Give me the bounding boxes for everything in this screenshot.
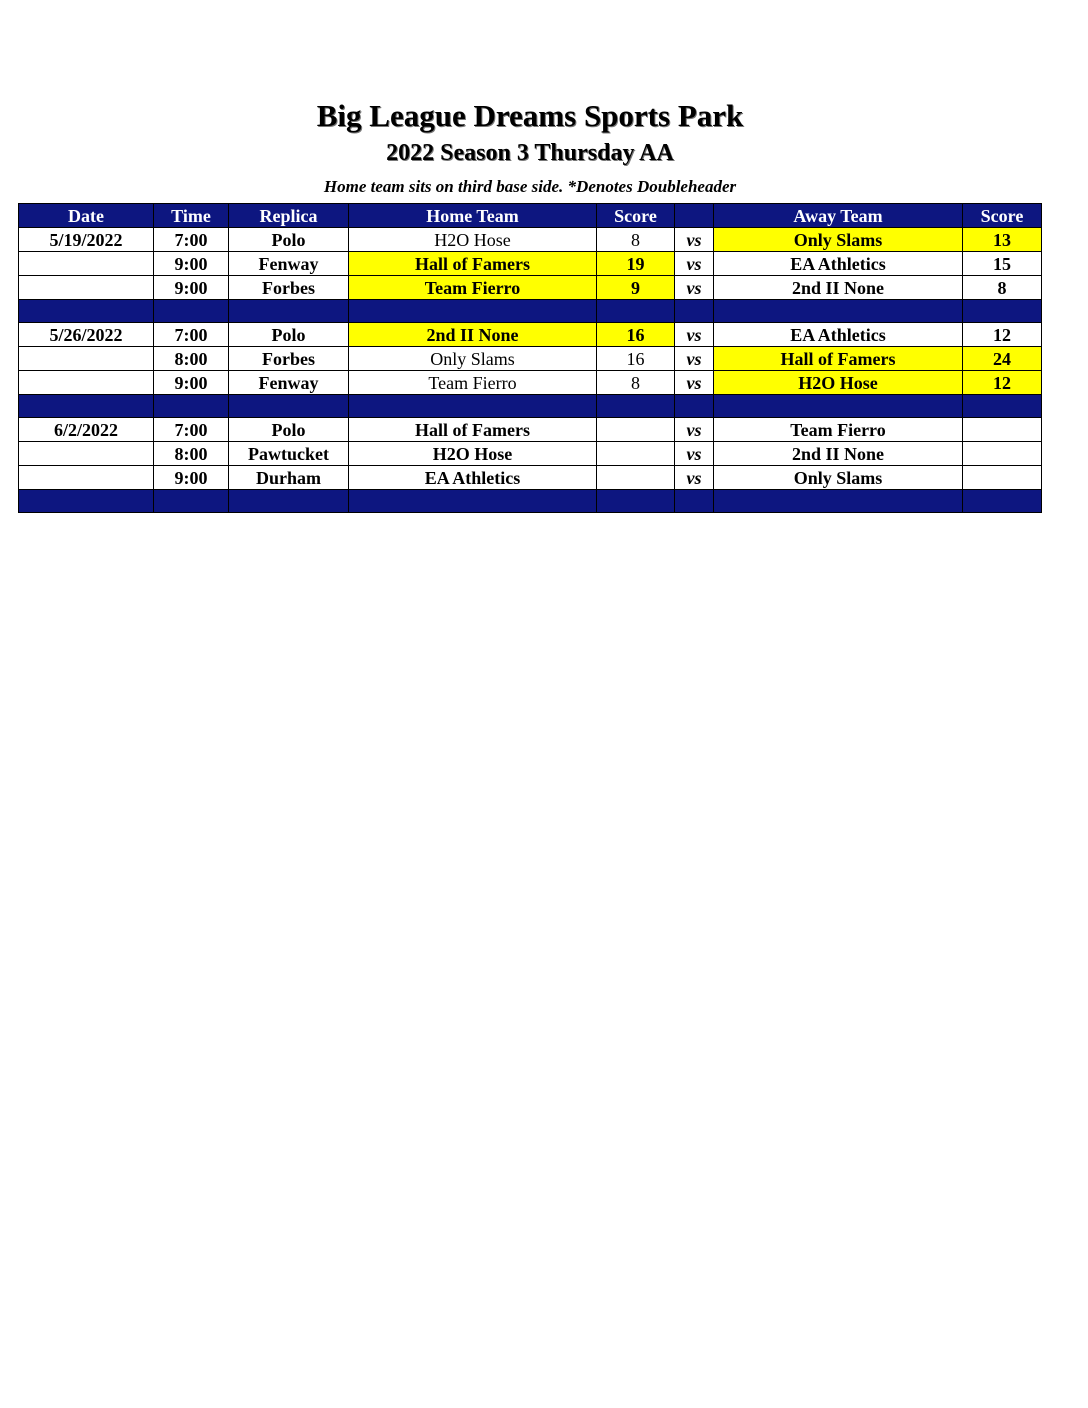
table-row: [19, 466, 1042, 490]
vs-label: vs: [675, 228, 714, 252]
game-time: 9:00: [154, 371, 229, 395]
game-time: 7:00: [154, 323, 229, 347]
table-row: [19, 228, 1042, 252]
home-score: [597, 442, 675, 466]
week-separator: [19, 490, 1042, 513]
table-row: [19, 418, 1042, 442]
home-score: [597, 466, 675, 490]
vs-label: vs: [675, 252, 714, 276]
away-team: EA Athletics: [714, 323, 963, 347]
home-team: 2nd II None: [349, 323, 597, 347]
header-row: [19, 204, 1042, 228]
home-score: 8: [597, 371, 675, 395]
home-score: 8: [597, 228, 675, 252]
game-replica: Forbes: [229, 347, 349, 371]
header-home-score: Score: [597, 204, 675, 228]
away-score: [963, 466, 1042, 490]
away-score: 15: [963, 252, 1042, 276]
home-team: H2O Hose: [349, 442, 597, 466]
game-date: [19, 371, 154, 395]
away-score: 12: [963, 371, 1042, 395]
home-score: 16: [597, 323, 675, 347]
away-team: Hall of Famers: [714, 347, 963, 371]
header-away-score: Score: [963, 204, 1042, 228]
home-score: 19: [597, 252, 675, 276]
table-row: [19, 442, 1042, 466]
home-score: [597, 418, 675, 442]
away-score: 8: [963, 276, 1042, 300]
page-subtitle: 2022 Season 3 Thursday AA: [386, 140, 674, 166]
game-time: 9:00: [154, 252, 229, 276]
header-vs: [675, 204, 714, 228]
vs-label: vs: [675, 323, 714, 347]
game-replica: Durham: [229, 466, 349, 490]
game-date: [19, 347, 154, 371]
game-date: [19, 252, 154, 276]
away-team: Team Fierro: [714, 418, 963, 442]
table-row: [19, 323, 1042, 347]
game-date: 5/19/2022: [19, 228, 154, 252]
away-score: 24: [963, 347, 1042, 371]
game-replica: Forbes: [229, 276, 349, 300]
week-separator: [19, 395, 1042, 418]
game-replica: Pawtucket: [229, 442, 349, 466]
away-team: 2nd II None: [714, 276, 963, 300]
away-score: [963, 418, 1042, 442]
game-date: 5/26/2022: [19, 323, 154, 347]
vs-label: vs: [675, 276, 714, 300]
table-row: [19, 347, 1042, 371]
vs-label: vs: [675, 442, 714, 466]
header-date: Date: [19, 204, 154, 228]
away-score: [963, 442, 1042, 466]
game-replica: Polo: [229, 323, 349, 347]
header-replica: Replica: [229, 204, 349, 228]
away-team: Only Slams: [714, 466, 963, 490]
away-team: H2O Hose: [714, 371, 963, 395]
game-date: [19, 466, 154, 490]
schedule-table: [18, 203, 1042, 513]
page-title: Big League Dreams Sports Park: [316, 98, 744, 133]
game-replica: Polo: [229, 228, 349, 252]
header-away-team: Away Team: [714, 204, 963, 228]
game-date: 6/2/2022: [19, 418, 154, 442]
away-score: 12: [963, 323, 1042, 347]
game-time: 7:00: [154, 418, 229, 442]
game-replica: Fenway: [229, 371, 349, 395]
table-row: [19, 371, 1042, 395]
home-team: EA Athletics: [349, 466, 597, 490]
vs-label: vs: [675, 418, 714, 442]
home-score: 9: [597, 276, 675, 300]
away-team: 2nd II None: [714, 442, 963, 466]
game-date: [19, 276, 154, 300]
game-time: 9:00: [154, 466, 229, 490]
game-replica: Fenway: [229, 252, 349, 276]
game-time: 7:00: [154, 228, 229, 252]
home-team: H2O Hose: [349, 228, 597, 252]
vs-label: vs: [675, 347, 714, 371]
away-team: Only Slams: [714, 228, 963, 252]
week-separator: [19, 300, 1042, 323]
away-team: EA Athletics: [714, 252, 963, 276]
home-team: Hall of Famers: [349, 418, 597, 442]
table-row: [19, 252, 1042, 276]
vs-label: vs: [675, 466, 714, 490]
game-time: 9:00: [154, 276, 229, 300]
away-score: 13: [963, 228, 1042, 252]
table-row: [19, 276, 1042, 300]
game-time: 8:00: [154, 442, 229, 466]
home-team: Only Slams: [349, 347, 597, 371]
vs-label: vs: [675, 371, 714, 395]
game-time: 8:00: [154, 347, 229, 371]
home-score: 16: [597, 347, 675, 371]
game-date: [19, 442, 154, 466]
header-home-team: Home Team: [349, 204, 597, 228]
header-time: Time: [154, 204, 229, 228]
game-replica: Polo: [229, 418, 349, 442]
home-team: Team Fierro: [349, 371, 597, 395]
schedule-note: Home team sits on third base side. *Denotes Doubleheader: [323, 177, 737, 196]
home-team: Hall of Famers: [349, 252, 597, 276]
home-team: Team Fierro: [349, 276, 597, 300]
